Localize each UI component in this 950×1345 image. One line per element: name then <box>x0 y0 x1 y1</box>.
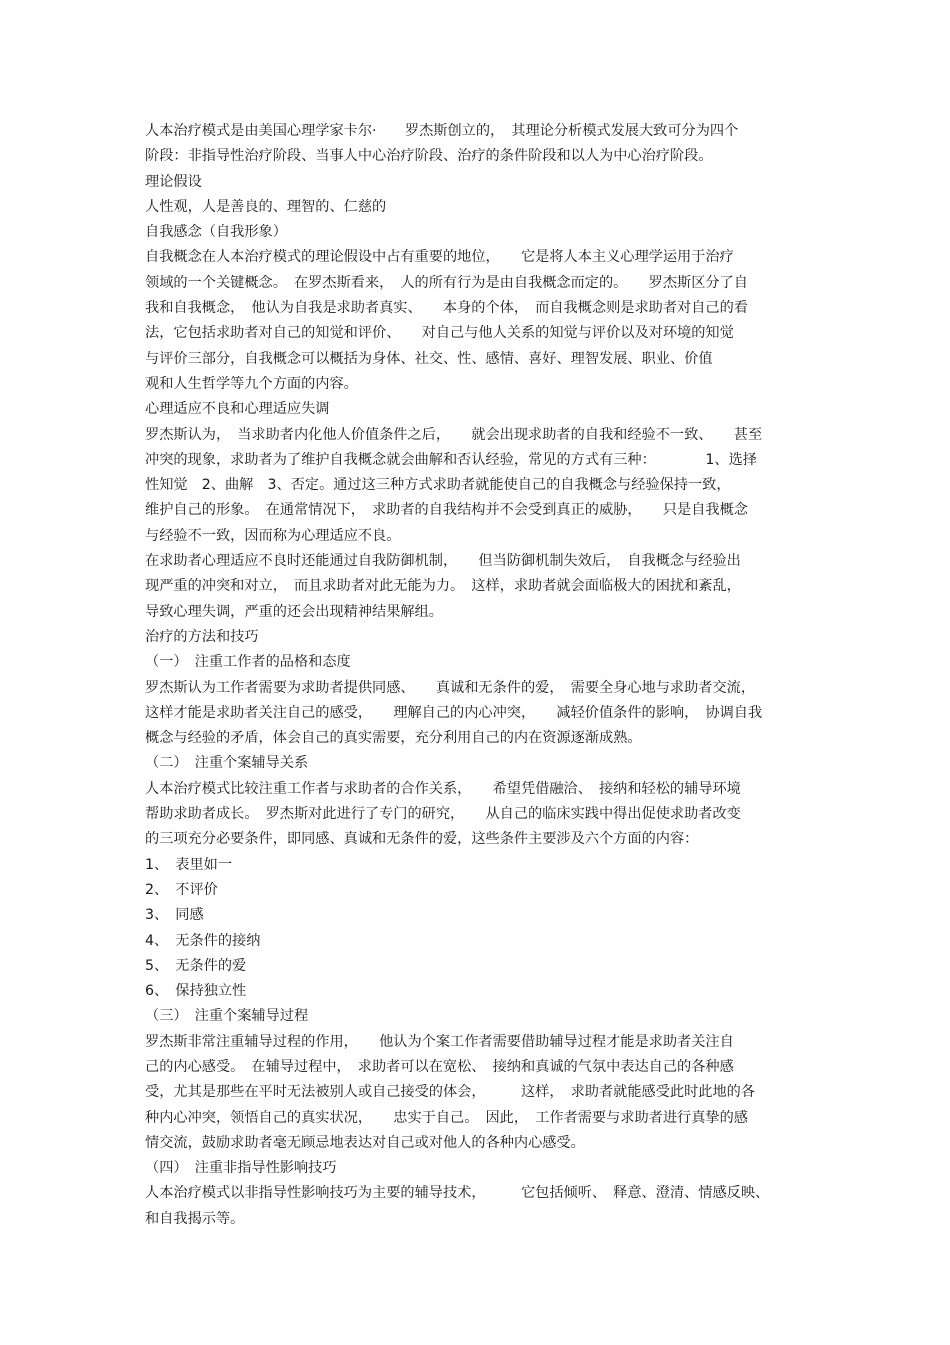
list-item: 4、 无条件的接纳 <box>145 932 261 949</box>
paragraph-line: 这样才能是求助者关注自己的感受， 理解自己的内心冲突， 减轻价值条件的影响， 协调自我 <box>145 704 763 721</box>
list-item: 3、 同感 <box>145 907 204 924</box>
paragraph-line: 法，它包括求助者对自己的知觉和评价、 对自己与他人关系的知觉与评价以及对环境的知觉 <box>145 325 734 342</box>
paragraph-line: 观和人生哲学等九个方面的内容。 <box>145 375 358 392</box>
section-heading: 治疗的方法和技巧 <box>145 628 259 645</box>
paragraph-line: 受，尤其是那些在平时无法被别人或自己接受的体会， 这样， 求助者就能感受此时此地的各 <box>145 1084 756 1101</box>
paragraph-line: 人本治疗模式比较注重工作者与求助者的合作关系， 希望凭借融洽、 接纳和轻松的辅导环境 <box>145 780 741 797</box>
paragraph-line: 情交流，鼓励求助者毫无顾忌地表达对自己或对他人的各种内心感受。 <box>145 1134 585 1151</box>
paragraph-line: 罗杰斯非常注重辅导过程的作用， 他认为个案工作者需要借助辅导过程才能是求助者关注自 <box>145 1033 734 1050</box>
subsection-heading: （三） 注重个案辅导过程 <box>145 1008 309 1025</box>
list-item: 5、 无条件的爱 <box>145 957 247 974</box>
paragraph-line: 己的内心感受。 在辅导过程中， 求助者可以在宽松、 接纳和真诚的气氛中表达自己的各种感 <box>145 1058 734 1075</box>
paragraph-line: 人本治疗模式以非指导性影响技巧为主要的辅导技术， 它包括倾听、 释意、澄清、情感反映、 <box>145 1185 770 1202</box>
paragraph-line: 人本治疗模式是由美国心理学家卡尔· 罗杰斯创立的， 其理论分析模式发展大致可分为四个 <box>145 123 739 139</box>
section-heading: 心理适应不良和心理适应失调 <box>145 401 330 418</box>
list-item: 6、 保持独立性 <box>145 983 247 1000</box>
paragraph-line: 性知觉 2、曲解 3、否定。通过这三种方式求助者就能使自己的自我概念与经验保持一致， <box>145 477 731 494</box>
paragraph-line: 现严重的冲突和对立， 而且求助者对此无能为力。 这样，求助者就会面临极大的困扰和紊乱， <box>145 578 741 595</box>
paragraph-line: 概念与经验的矛盾，体会自己的真实需要，充分利用自己的内在资源逐渐成熟。 <box>145 730 642 747</box>
subsection-heading: （一） 注重工作者的品格和态度 <box>145 654 351 671</box>
paragraph-line: 的三项充分必要条件，即同感、真诚和无条件的爱，这些条件主要涉及六个方面的内容： <box>145 831 699 848</box>
paragraph-line: 罗杰斯认为， 当求助者内化他人价值条件之后， 就会出现求助者的自我和经验不一致、 甚至 <box>145 426 763 443</box>
paragraph-line: 导致心理失调，严重的还会出现精神结果解组。 <box>145 603 443 620</box>
paragraph-line: 罗杰斯认为工作者需要为求助者提供同感、 真诚和无条件的爱， 需要全身心地与求助者交流， <box>145 679 756 696</box>
paragraph-line: 冲突的现象，求助者为了维护自我概念就会曲解和否认经验，常见的方式有三种： 1、选择 <box>145 451 757 468</box>
subsection-heading: （四） 注重非指导性影响技巧 <box>145 1160 337 1177</box>
paragraph-line: 我和自我概念， 他认为自我是求助者真实、 本身的个体， 而自我概念则是求助者对自己的看 <box>145 300 748 317</box>
paragraph-line: 维护自己的形象。 在通常情况下， 求助者的自我结构并不会受到真正的威胁， 只是自我概念 <box>145 502 748 519</box>
paragraph-line: 和自我揭示等。 <box>145 1210 245 1227</box>
paragraph-line: 阶段：非指导性治疗阶段、当事人中心治疗阶段、治疗的条件阶段和以人为中心治疗阶段。 <box>145 148 713 165</box>
paragraph-line: 种内心冲突，领悟自己的真实状况， 忠实于自己。 因此， 工作者需要与求助者进行真挚的感 <box>145 1109 748 1126</box>
subsection-heading: （二） 注重个案辅导关系 <box>145 755 309 772</box>
paragraph-line: 在求助者心理适应不良时还能通过自我防御机制， 但当防御机制失效后， 自我概念与经验出 <box>145 553 741 570</box>
document-body <box>145 119 805 1232</box>
section-heading: 理论假设 <box>145 173 202 190</box>
subsection-heading: 自我感念（自我形象） <box>145 224 287 241</box>
list-item: 1、 表里如一 <box>145 856 233 873</box>
paragraph-line: 自我概念在人本治疗模式的理论假设中占有重要的地位， 它是将人本主义心理学运用于治疗 <box>145 249 734 266</box>
paragraph-line: 帮助求助者成长。 罗杰斯对此进行了专门的研究， 从自己的临床实践中得出促使求助者改变 <box>145 806 741 823</box>
paragraph-line: 人性观，人是善良的、理智的、仁慈的 <box>145 198 387 215</box>
list-item: 2、 不评价 <box>145 881 218 898</box>
paragraph-line: 领域的一个关键概念。 在罗杰斯看来， 人的所有行为是由自我概念而定的。 罗杰斯区分了自 <box>145 274 748 291</box>
paragraph-line: 与评价三部分，自我概念可以概括为身体、社交、性、感情、喜好、理智发展、职业、价值 <box>145 350 713 367</box>
paragraph-line: 与经验不一致，因而称为心理适应不良。 <box>145 527 401 544</box>
